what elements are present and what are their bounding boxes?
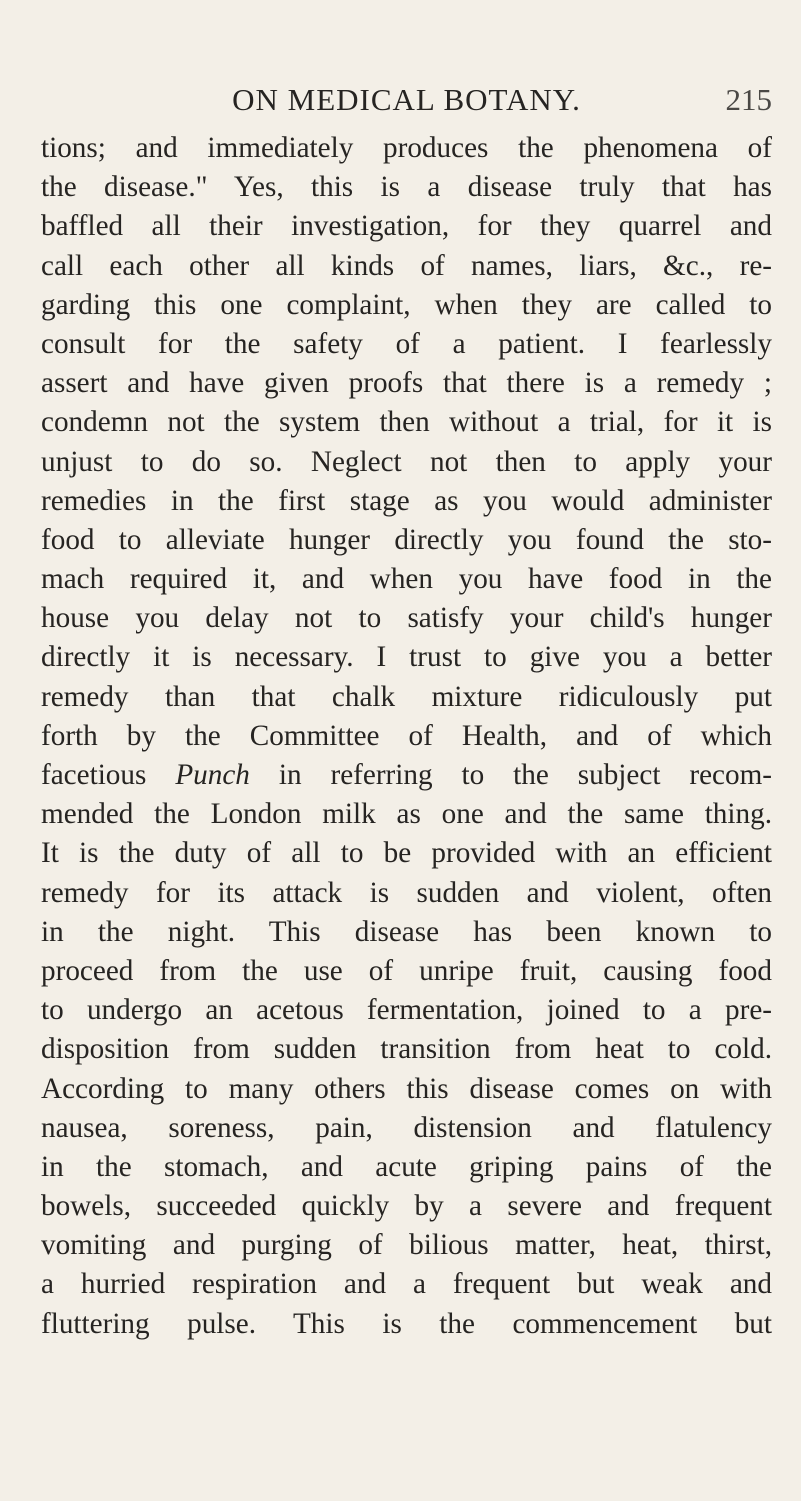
text-line: remedies in the first stage as you would administer: [41, 484, 772, 517]
text-line-with-italic: [41, 756, 772, 795]
text-line: fluttering pulse. This is the commencement but: [41, 1307, 772, 1340]
text-line: consult for the safety of a patient. I fearlessly: [41, 327, 772, 360]
text-line: tions; and immediately produces the phenomena of: [41, 132, 772, 164]
text-line: in the stomach, and acute griping pains of the: [41, 1150, 772, 1183]
text-line: a hurried respiration and a frequent but weak and: [41, 1268, 772, 1301]
text-line: proceed from the use of unripe fruit, causing food: [41, 954, 772, 987]
text-line: garding this one complaint, when they are called to: [41, 288, 772, 321]
text-line: call each other all kinds of names, liars, &c., re-: [41, 249, 772, 282]
text-line: the disease." Yes, this is a disease truly that has: [41, 171, 772, 204]
text-segment: facetious: [41, 759, 147, 791]
text-segment: in referring to the subject recom-: [278, 759, 773, 791]
text-line: forth by the Committee of Health, and of which: [41, 719, 772, 752]
text-line: mach required it, and when you have food in the: [41, 563, 772, 596]
text-line: remedy than that chalk mixture ridiculously put: [41, 680, 772, 713]
italic-title-punch: Punch: [175, 759, 250, 791]
text-line: According to many others this disease comes on with: [41, 1072, 772, 1105]
text-line: vomiting and purging of bilious matter, heat, thirst,: [41, 1229, 772, 1262]
text-line: assert and have given proofs that there is a remedy ;: [41, 367, 772, 400]
body-text: [41, 129, 772, 1344]
text-line: disposition from sudden transition from heat to cold.: [41, 1033, 772, 1066]
page-number: 215: [725, 82, 772, 117]
text-line: nausea, soreness, pain, distension and flatulency: [41, 1111, 772, 1144]
text-line: in the night. This disease has been known to: [41, 915, 772, 948]
text-line: directly it is necessary. I trust to give you a better: [41, 641, 772, 674]
running-title: ON MEDICAL BOTANY.: [232, 82, 581, 117]
running-head: [41, 80, 772, 120]
text-line: It is the duty of all to be provided with an efficient: [41, 837, 772, 870]
text-line: house you delay not to satisfy your child's hunger: [41, 602, 772, 635]
text-line: food to alleviate hunger directly you found the sto-: [41, 523, 772, 556]
text-line: baffled all their investigation, for they quarrel and: [41, 210, 772, 243]
text-line: bowels, succeeded quickly by a severe and frequent: [41, 1190, 772, 1223]
text-line: condemn not the system then without a trial, for it is: [41, 406, 772, 439]
text-line: unjust to do so. Neglect not then to apply your: [41, 445, 772, 478]
text-line: to undergo an acetous fermentation, joined to a pre-: [41, 994, 772, 1027]
text-line: mended the London milk as one and the same thing.: [41, 798, 772, 831]
text-line: remedy for its attack is sudden and violent, often: [41, 876, 772, 909]
